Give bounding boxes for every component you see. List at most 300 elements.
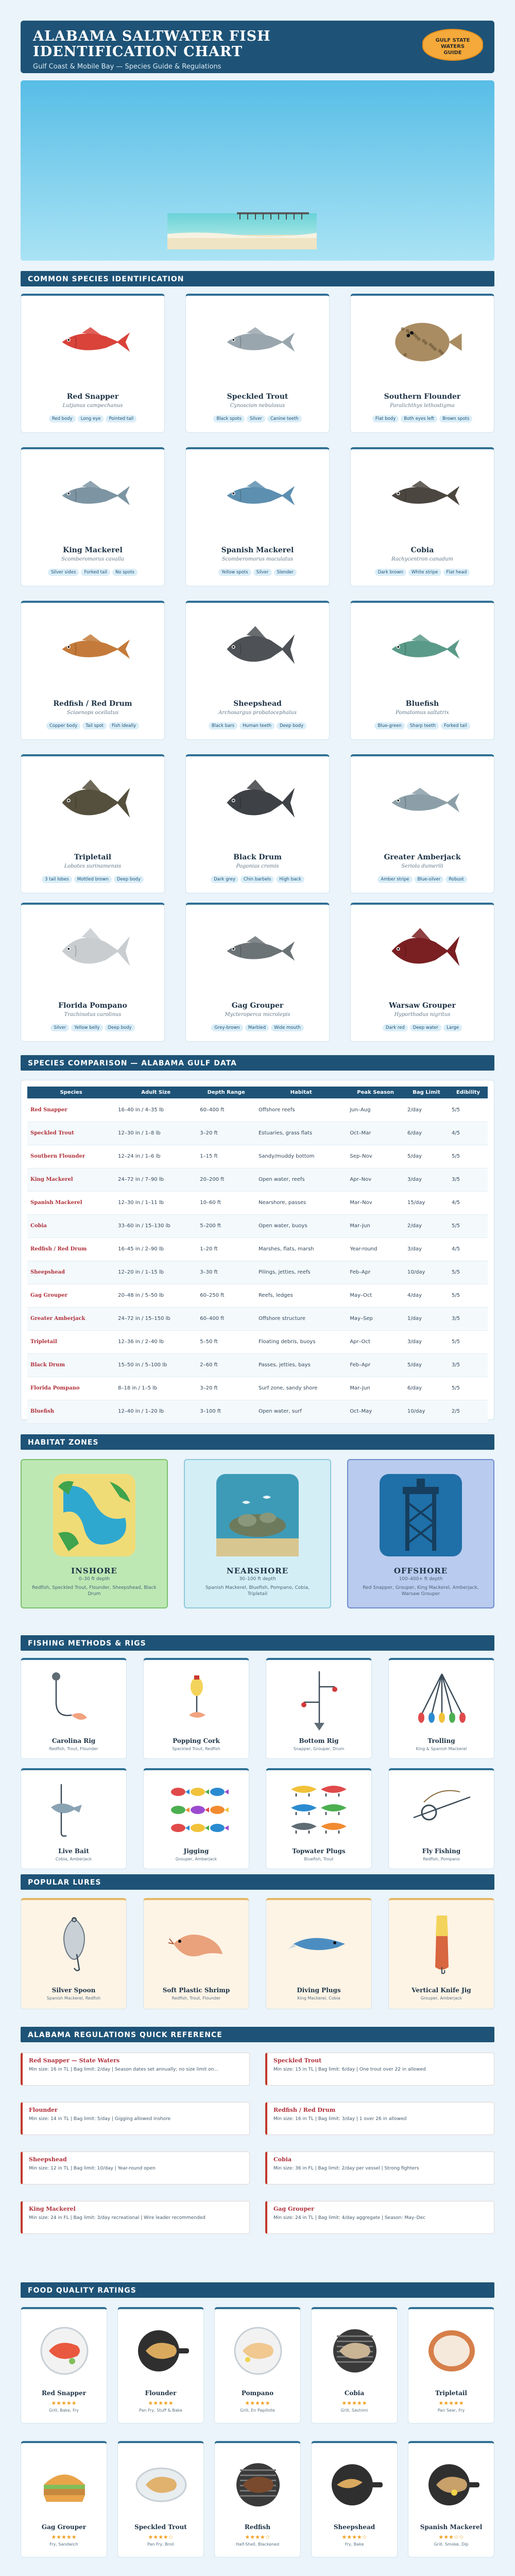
id-tag: Both eyes left [401,415,437,422]
cooking-methods: Half-Shell, Blackened [235,2542,280,2547]
table-cell: Floating debris, buoys [255,1330,347,1353]
species-card [350,294,494,433]
table-cell: Open water, reefs [255,1168,347,1191]
table-row [27,1214,488,1238]
table-cell: 5/5 [449,1098,488,1122]
id-tag: Black bars [209,722,237,730]
table-row [27,1191,488,1214]
food-card [117,2307,204,2424]
table-row [27,1261,488,1284]
table-cell: Estuaries, grass flats [255,1122,347,1145]
table-cell: 1–15 ft [197,1145,255,1168]
table-header-row [27,1087,488,1098]
species-scientific-name: Lutjanus campechanus [62,403,123,409]
popping-cork-icon [163,1666,230,1733]
id-tag: Tail spot [82,722,107,730]
table-cell: 20–200 ft [197,1168,255,1191]
table-row [27,1284,488,1307]
id-tag: Red body [49,415,76,422]
id-tag: Marbled [245,1024,269,1031]
section-header-species-id: COMMON SPECIES IDENTIFICATION [21,271,494,286]
species-card [350,754,494,893]
lure-card [21,1898,127,2009]
fish-illustration [214,925,301,979]
habitat-card-inshore [21,1459,168,1608]
method-illustration [286,1776,353,1845]
fish-illustration [214,623,301,677]
lure-card [388,1898,494,2009]
cooking-methods: Pan Fry, Stuff & Bake [139,2408,182,2413]
id-tag: Dark brown [375,569,406,576]
table-cell: Sheepshead [27,1261,115,1284]
species-card [21,294,165,433]
carolina-rig-icon [41,1666,108,1733]
table-cell: 12–30 in / 1–8 lb [115,1122,197,1145]
habitat-depth: 30–100 ft depth [239,1577,276,1582]
table-cell: 10/day [404,1261,449,1284]
method-target-species: King & Spanish Mackerel [416,1747,467,1751]
pompano-icon [49,925,136,977]
table-cell: 60–400 ft [197,1098,255,1122]
beach-pier-scene [21,80,494,261]
method-target-species: Cobia, Amberjack [55,1857,92,1861]
regulation-details: Min size: 24 in TL | Bag limit: 4/day aggregate | Season: May–Dec [273,2215,426,2221]
method-target-species: Speckled Trout, Redfish [172,1747,220,1751]
table-cell: 3–20 ft [197,1122,255,1145]
id-tag: Slender [274,569,297,576]
id-tag: Amber stripe [377,876,412,883]
species-comparison-table [27,1087,488,1423]
star-rating: ★★★★★ [51,2400,77,2406]
table-cell: 5–50 ft [197,1330,255,1353]
inshore-marsh-icon [48,1466,141,1564]
star-rating: ★★★★★ [148,2400,174,2406]
table-cell: Mar–Jun [347,1214,404,1238]
offshore-rig-icon [374,1466,467,1564]
species-tags [21,566,164,576]
species-scientific-name: Sciaenops ocellatus [66,710,119,716]
species-name: Bluefish [405,700,439,708]
id-tag: Blue-silver [415,876,444,883]
id-tag: Flat body [372,415,399,422]
food-illustration [327,2323,383,2381]
fish-illustration [49,623,136,677]
id-tag: Deep body [277,722,306,730]
id-tag: Silver [50,1024,69,1031]
species-name: Tripletail [74,853,112,861]
table-cell: Year-round [347,1238,404,1261]
id-tag: White stripe [408,569,441,576]
table-cell: 3/day [404,1168,449,1191]
soft-plastic-shrimp-icon [163,1910,230,1977]
species-name: Greater Amberjack [384,853,461,861]
diving-plug-icon [286,1910,353,1977]
speckled-trout-icon [214,316,301,368]
table-cell: Tripletail [27,1330,115,1353]
fish-illustration [214,777,301,831]
table-cell: 3/day [404,1330,449,1353]
method-card [143,1768,249,1869]
species-card [350,903,494,1042]
bottom-rig-icon [286,1666,353,1733]
table-cell: Redfish / Red Drum [27,1238,115,1261]
table-cell: 20–48 in / 5–50 lb [115,1284,197,1307]
king-mackerel-icon [49,470,136,521]
regulation-species: Red Snapper — State Waters [29,2057,120,2064]
table-cell: Open water, buoys [255,1214,347,1238]
species-tags [186,412,329,422]
species-name: Southern Flounder [384,393,461,401]
lure-name: Vertical Knife Jig [411,1987,471,1994]
sheepshead-fry-icon [327,2456,383,2513]
method-name: Popping Cork [173,1737,220,1744]
regulation-card [265,2053,494,2086]
regulation-details: Min size: 16 in TL | Bag limit: 3/day | 1 over 26 in allowed [273,2116,407,2122]
species-card [185,754,330,893]
regulation-card [21,2102,250,2135]
method-name: Bottom Rig [299,1737,339,1744]
lure-target-species: Redfish, Trout, Flounder [171,1996,221,2001]
regulation-details: Min size: 14 in TL | Bag limit: 5/day | Gigging allowed inshore [29,2116,171,2122]
species-scientific-name: Lobotes surinamensis [64,863,122,869]
regulation-species: Speckled Trout [273,2057,322,2064]
species-card [350,601,494,740]
table-row [27,1168,488,1191]
table-cell: 5/5 [449,1214,488,1238]
species-scientific-name: Scomberomorus cavalla [61,556,124,562]
species-scientific-name: Rachycentron canadum [391,556,454,562]
table-cell: Feb–Apr [347,1353,404,1377]
table-cell: 6/day [404,1122,449,1145]
table-cell: Feb–Apr [347,1261,404,1284]
table-cell: Cobia [27,1214,115,1238]
id-tag: Brown spots [439,415,472,422]
method-card [266,1768,372,1869]
regulation-details: Min size: 36 in FL | Bag limit: 2/day per vessel | Strong fighters [273,2166,419,2171]
id-tag: Silver sides [48,569,79,576]
table-row [27,1353,488,1377]
food-card [117,2441,204,2557]
method-illustration [163,1776,230,1845]
red-snapper-fillet-icon [36,2323,93,2379]
section-header-food: FOOD QUALITY RATINGS [21,2282,494,2298]
table-cell: Spanish Mackerel [27,1191,115,1214]
species-tags [21,719,164,730]
method-card [388,1768,494,1869]
cooking-methods: Fry, Sandwich [49,2542,78,2547]
table-cell: 4/5 [449,1238,488,1261]
table-cell: 8–18 in / 1–5 lb [115,1377,197,1400]
habitat-card-nearshore [184,1459,331,1608]
species-card [185,447,330,586]
species-comparison-table-container [21,1080,494,1420]
redfish-icon [49,623,136,675]
method-name: Topwater Plugs [292,1848,346,1855]
section-header-regulations: ALABAMA REGULATIONS QUICK REFERENCE [21,2027,494,2042]
table-cell: Nearshore, passes [255,1191,347,1214]
fish-illustration [379,925,466,979]
food-species-name: Tripletail [435,2389,467,2397]
food-illustration [423,2323,480,2381]
id-tag: Forked tail [441,722,470,730]
trout-platter-icon [133,2456,190,2513]
species-tags [351,566,494,576]
regulation-species: Redfish / Red Drum [273,2107,336,2113]
fish-illustration [49,925,136,979]
fish-illustration [379,777,466,831]
id-tag: Mottled brown [74,876,112,883]
regulation-card [21,2201,250,2234]
method-card [143,1658,249,1759]
food-illustration [133,2456,190,2515]
table-cell: 5/5 [449,1261,488,1284]
id-tag: Human teeth [239,722,274,730]
warsaw-grouper-icon [379,925,466,977]
food-card [214,2441,301,2557]
species-name: Black Drum [233,853,282,861]
table-cell: Offshore structure [255,1307,347,1330]
table-cell: 6/day [404,1377,449,1400]
table-row [27,1377,488,1400]
fish-illustration [379,470,466,523]
table-cell: Florida Pompano [27,1377,115,1400]
habitat-species: Spanish Mackerel, Bluefish, Pompano, Cobia, Tripletail [205,1585,310,1597]
sheepshead-icon [214,623,301,675]
table-cell: 3–20 ft [197,1377,255,1400]
species-tags [21,1021,164,1031]
lure-name: Soft Plastic Shrimp [162,1987,230,1994]
method-card [21,1658,127,1759]
id-tag: Dark red [383,1024,408,1031]
table-cell: Surf zone, sandy shore [255,1377,347,1400]
food-card [311,2307,398,2424]
table-cell: Oct–Mar [347,1122,404,1145]
food-species-name: Flounder [145,2389,177,2397]
flounder-pan-icon [133,2323,190,2379]
table-cell: 10–60 ft [197,1191,255,1214]
method-illustration [163,1666,230,1735]
page-title [33,29,482,60]
table-cell: Open water, surf [255,1400,347,1423]
species-scientific-name: Mycteroperca microlepis [225,1012,290,1018]
id-tag: Wide mouth [271,1024,304,1031]
grouper-sandwich-icon [36,2456,93,2513]
hero-beach-illustration [21,80,494,261]
habitat-title: NEARSHORE [226,1566,289,1575]
table-cell: 5/5 [449,1284,488,1307]
species-card [21,903,165,1042]
cooking-methods: Fry, Bake [345,2542,364,2547]
food-species-name: Pompano [241,2389,274,2397]
species-tags [351,412,494,422]
regulation-details: Min size: 12 in TL | Bag limit: 10/day | Year-round open [29,2166,156,2171]
knife-jig-icon [408,1910,475,1977]
table-cell: May–Sep [347,1307,404,1330]
title-line-1: ALABAMA SALTWATER FISH [33,28,271,44]
food-card [214,2307,301,2424]
table-header-cell: Depth Range [197,1087,255,1098]
habitat-species: Red Snapper, Grouper, King Mackerel, Amberjack, Warsaw Grouper [363,1585,479,1597]
species-card [185,294,330,433]
food-illustration [230,2323,286,2381]
table-cell: King Mackerel [27,1168,115,1191]
fish-illustration [379,623,466,677]
species-card [350,447,494,586]
table-row [27,1330,488,1353]
regulation-species: King Mackerel [29,2206,76,2212]
method-illustration [408,1776,475,1845]
species-card [185,601,330,740]
fly-fishing-icon [408,1776,475,1843]
table-cell: Marshes, flats, marsh [255,1238,347,1261]
method-illustration [41,1666,108,1735]
food-illustration [36,2456,93,2515]
red-snapper-icon [49,316,136,368]
star-rating: ★★★★★ [438,2400,464,2406]
habitat-card-offshore [347,1459,494,1608]
species-scientific-name: Pomatomus saltatrix [396,710,449,716]
species-tags [351,873,494,883]
food-species-name: Red Snapper [41,2389,87,2397]
nearshore-reef-icon [211,1466,304,1564]
food-card [311,2441,398,2557]
species-scientific-name: Pogonias cromis [236,863,279,869]
table-row [27,1122,488,1145]
bluefish-icon [379,623,466,675]
table-cell: 15–50 in / 5–100 lb [115,1353,197,1377]
trolling-icon [408,1666,475,1733]
regulation-species: Cobia [273,2156,292,2163]
table-cell: Speckled Trout [27,1122,115,1145]
table-cell: 3–30 ft [197,1261,255,1284]
species-tags [186,873,329,883]
species-scientific-name: Archosargus probatocephalus [218,710,297,716]
species-tags [351,719,494,730]
table-cell: 12–24 in / 1–6 lb [115,1145,197,1168]
table-cell: Sandy/muddy bottom [255,1145,347,1168]
regulation-card [265,2102,494,2135]
regulation-details: Min size: 24 in FL | Bag limit: 3/day recreational | Wire leader recommended [29,2215,205,2221]
id-tag: Robust [445,876,467,883]
table-cell: 5/5 [449,1377,488,1400]
table-row [27,1307,488,1330]
fish-illustration [49,316,136,370]
table-cell: 60–250 ft [197,1284,255,1307]
food-illustration [133,2323,190,2381]
habitat-title: OFFSHORE [393,1566,448,1575]
table-header-cell: Species [27,1087,115,1098]
lure-name: Silver Spoon [52,1987,96,1994]
food-illustration [327,2456,383,2515]
regulation-card [265,2151,494,2184]
table-cell: 10/day [404,1400,449,1423]
table-cell: Bluefish [27,1400,115,1423]
id-tag: Fish ideally [109,722,139,730]
food-species-name: Spanish Mackerel [420,2523,483,2531]
table-cell: 16–45 in / 2–90 lb [115,1238,197,1261]
spanish-mackerel-icon [214,470,301,521]
method-name: Live Bait [58,1848,89,1855]
table-cell: 2–60 ft [197,1353,255,1377]
method-illustration [408,1666,475,1735]
table-cell: 12–20 in / 1–15 lb [115,1261,197,1284]
badge-line-2: WATERS [440,44,465,49]
table-cell: 2/5 [449,1400,488,1423]
table-cell: 3/5 [449,1353,488,1377]
species-scientific-name: Scomberomorus maculatus [221,556,294,562]
table-cell: 24–72 in / 7–90 lb [115,1168,197,1191]
method-name: Trolling [427,1737,455,1744]
fish-illustration [214,316,301,370]
cobia-grill-icon [327,2323,383,2379]
id-tag: Blue-green [374,722,404,730]
table-cell: Offshore reefs [255,1098,347,1122]
tripletail-plate-icon [423,2323,480,2379]
regulation-card [21,2053,250,2086]
cobia-icon [379,470,466,521]
table-cell: 3–100 ft [197,1400,255,1423]
table-cell: 5/5 [449,1330,488,1353]
star-rating: ★★★★☆ [341,2534,367,2540]
food-species-name: Cobia [344,2389,365,2397]
food-illustration [423,2456,480,2515]
cooking-methods: Grill, En Papillote [240,2408,275,2413]
table-row [27,1145,488,1168]
table-cell: 3/day [404,1238,449,1261]
jigging-icon [163,1776,230,1843]
food-card [21,2307,107,2424]
lure-illustration [408,1910,475,1979]
table-header-cell: Habitat [255,1087,347,1098]
section-header-habitat: HABITAT ZONES [21,1434,494,1450]
id-tag: 3 tail lobes [42,876,72,883]
table-cell: 2/day [404,1214,449,1238]
fish-illustration [379,316,466,370]
method-name: Jigging [183,1848,209,1855]
table-cell: 4/5 [449,1191,488,1214]
lure-target-species: Grouper, Amberjack [420,1996,462,2001]
table-cell: Black Drum [27,1353,115,1377]
method-target-species: Grouper, Amberjack [175,1857,217,1861]
id-tag: Grey-brown [211,1024,243,1031]
method-name: Fly Fishing [422,1848,461,1855]
lure-illustration [163,1910,230,1979]
gulf-waters-badge [422,29,483,61]
table-cell: Red Snapper [27,1098,115,1122]
species-tags [21,873,164,883]
species-name: Sheepshead [233,700,282,708]
id-tag: Copper body [46,722,80,730]
star-rating: ★★★★☆ [245,2534,270,2540]
table-cell: Gag Grouper [27,1284,115,1307]
id-tag: Dark grey [211,876,238,883]
page-subtitle: Gulf Coast & Mobile Bay — Species Guide & Regulations [33,63,221,71]
silver-spoon-icon [41,1910,108,1977]
table-cell: Jun–Aug [347,1098,404,1122]
species-tags [186,1021,329,1031]
cooking-methods: Grill, Bake, Fry [48,2408,79,2413]
lure-illustration [286,1910,353,1979]
id-tag: Deep body [114,876,144,883]
species-name: Red Snapper [66,393,119,401]
id-tag: Black spots [213,415,245,422]
id-tag: Silver [247,415,265,422]
table-cell: Mar–Jun [347,1377,404,1400]
star-rating: ★★★★★ [51,2534,77,2540]
cooking-methods: Grill, Sashimi [340,2408,368,2413]
species-card [21,754,165,893]
food-species-name: Gag Grouper [41,2523,87,2531]
